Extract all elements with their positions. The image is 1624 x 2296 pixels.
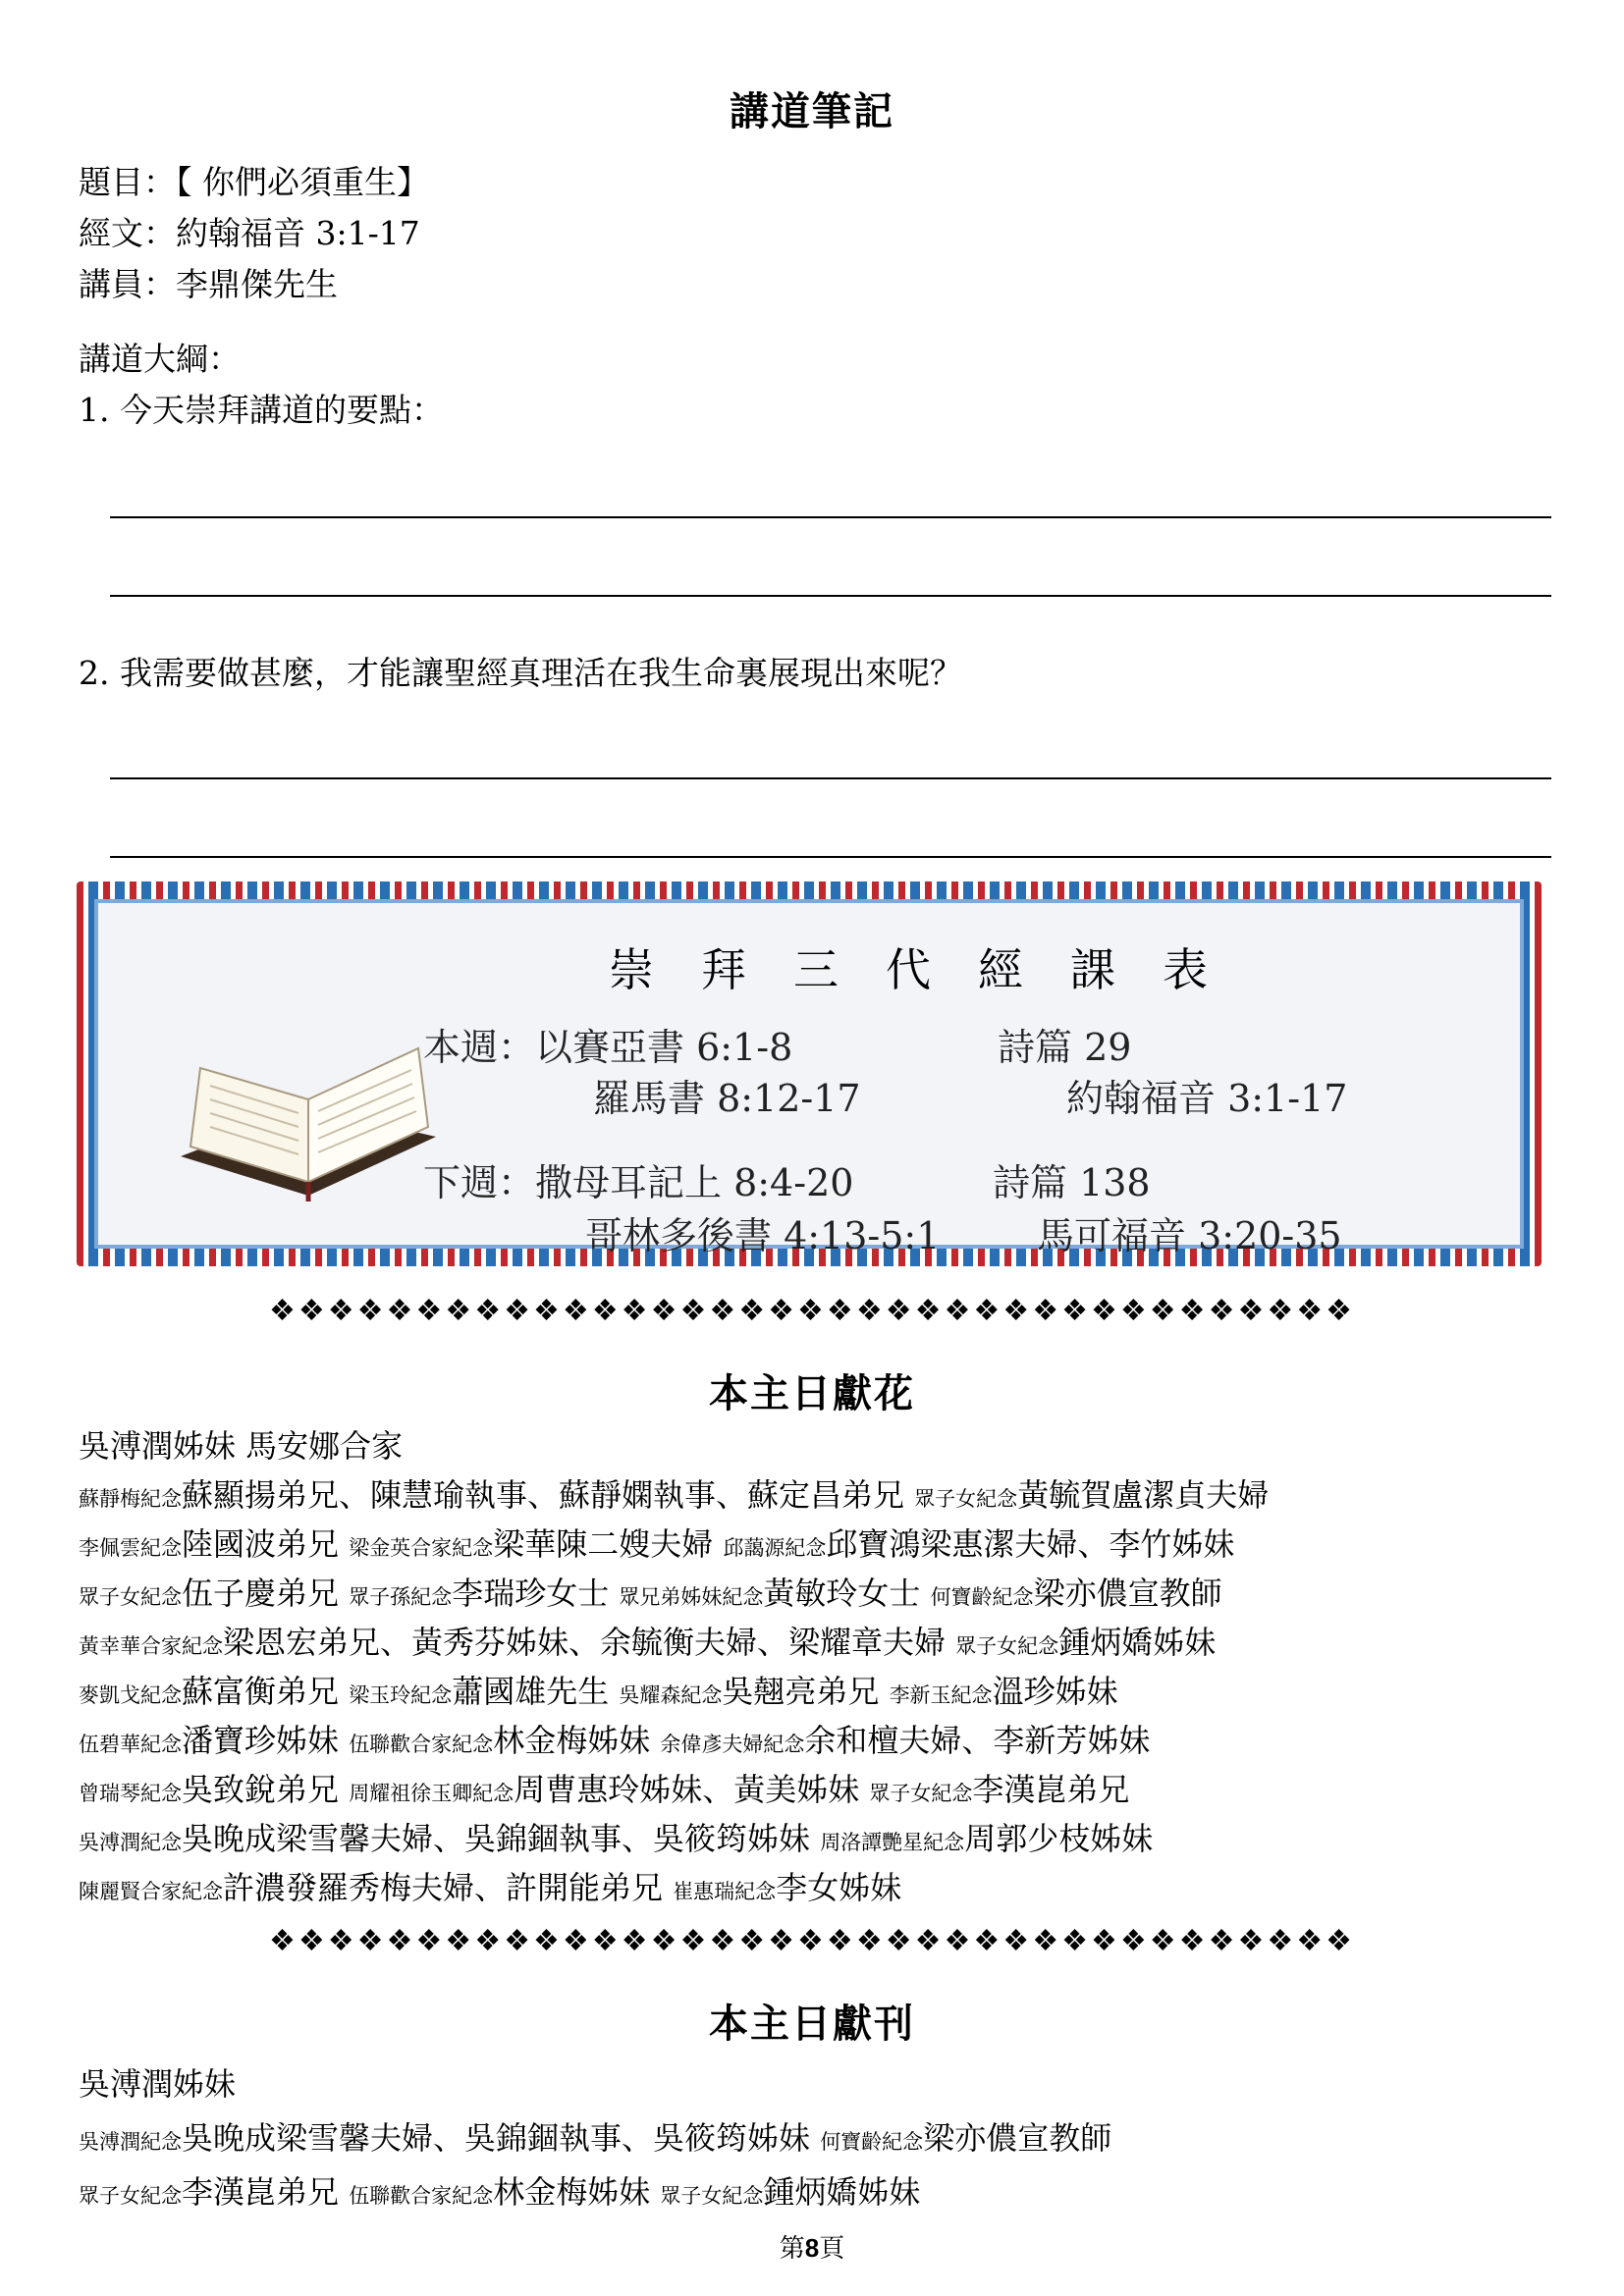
- diamond-divider: ❖❖❖❖❖❖❖❖❖❖❖❖❖❖❖❖❖❖❖❖❖❖❖❖❖❖❖❖❖❖❖❖❖❖❖❖❖: [268, 1924, 1356, 1958]
- page-prefix: 第: [779, 2234, 805, 2264]
- outline-label: 講道大綱：: [79, 340, 241, 378]
- donor-names: 吳翹亮弟兄: [722, 1673, 890, 1710]
- publication-heading: 本主日獻刊: [709, 2001, 915, 2047]
- page-title: 講道筆記: [730, 88, 894, 134]
- donor-names: 林金梅姊妹: [493, 2173, 661, 2211]
- donor-names: 李瑞珍女士: [452, 1575, 620, 1612]
- memorial-note: 眾子女紀念: [914, 1487, 1018, 1511]
- memorial-note: 周耀祖徐玉卿紀念: [349, 1782, 514, 1805]
- flower-donor-row: [79, 1421, 403, 1467]
- memorial-note: 吳溥潤紀念: [79, 2130, 182, 2154]
- publication-donor-row: [79, 2113, 1111, 2159]
- donor-names: 潘寶珍姊妹: [182, 1722, 350, 1759]
- memorial-note: 何寶齡紀念: [820, 2130, 924, 2154]
- memorial-note: 吳耀森紀念: [619, 1683, 723, 1707]
- donor-names: 周郭少枝姊妹: [964, 1820, 1154, 1857]
- flower-donor-row: [79, 1667, 1118, 1712]
- flower-donor-row: [79, 1618, 1216, 1663]
- sermon-topic: 題目：【 你們必須重生】: [79, 163, 429, 201]
- question-1: 1. 今天崇拜講道的要點：: [79, 391, 444, 429]
- memorial-note: 梁玉玲紀念: [349, 1683, 453, 1707]
- donor-names: 鍾炳嬌姊妹: [1058, 1624, 1217, 1661]
- memorial-note: 眾子女紀念: [869, 1782, 973, 1805]
- publication-donor-row: [79, 2059, 236, 2105]
- flower-donor-row: [79, 1520, 1234, 1565]
- flowers-heading: 本主日獻花: [709, 1370, 915, 1416]
- answer-line: [110, 595, 1551, 597]
- memorial-note: 何寶齡紀念: [930, 1585, 1034, 1609]
- donor-names: 蘇顯揚弟兄、陳慧瑜執事、蘇靜嫻執事、蘇定昌弟兄: [182, 1476, 915, 1514]
- donor-names: 梁亦儂宣教師: [1033, 1575, 1222, 1612]
- page-number: [0, 2228, 1624, 2265]
- next-week-psalm: 詩篇 138: [993, 1161, 1151, 1204]
- this-week-ot: 本週：以賽亞書 6:1-8: [423, 1026, 793, 1069]
- schedule-title: 崇拜三代經課表: [609, 943, 1255, 996]
- flower-donor-row: [79, 1814, 1153, 1859]
- question-2: 2. 我需要做甚麼，才能讓聖經真理活在我生命裏展現出來呢？: [79, 654, 962, 692]
- donor-names: 蕭國雄先生: [452, 1673, 620, 1710]
- flower-donor-row: [79, 1569, 1222, 1614]
- this-week-psalm: 詩篇 29: [998, 1026, 1132, 1069]
- donor-names: 蘇富衡弟兄: [182, 1673, 350, 1710]
- answer-line: [110, 856, 1551, 858]
- open-bible-icon: [161, 1009, 446, 1205]
- memorial-note: 陳麗賢合家紀念: [79, 1880, 223, 1903]
- donor-names: 吳致銳弟兄: [182, 1771, 350, 1808]
- donor-names: 黃敏玲女士: [763, 1575, 931, 1612]
- memorial-note: 眾子孫紀念: [349, 1585, 453, 1609]
- donor-names: 吳晚成梁雪馨夫婦、吳錦錮執事、吳筱筠姊妹: [182, 2119, 821, 2157]
- memorial-note: 曾瑞琴紀念: [79, 1782, 182, 1805]
- next-week-gospel: 馬可福音 3:20-35: [1037, 1214, 1342, 1257]
- donor-names: 周曹惠玲姊妹、黃美姊妹: [514, 1771, 870, 1808]
- flower-donor-row: [79, 1470, 1269, 1516]
- donor-names: 吳溥潤姊妹 馬安娜合家: [79, 1427, 404, 1465]
- donor-names: 余和檀夫婦、李新芳姊妹: [804, 1722, 1151, 1759]
- memorial-note: 伍聯歡合家紀念: [349, 1733, 494, 1756]
- memorial-note: 麥凱戈紀念: [79, 1683, 182, 1707]
- donor-names: 李漢崑弟兄: [972, 1771, 1130, 1808]
- this-week-epistle: 羅馬書 8:12-17: [593, 1077, 861, 1120]
- memorial-note: 周洛譚艷星紀念: [820, 1831, 965, 1854]
- memorial-note: 眾子女紀念: [79, 1585, 182, 1609]
- page-suffix: 頁: [819, 2234, 845, 2264]
- memorial-note: 李佩雲紀念: [79, 1536, 182, 1560]
- donor-names: 梁華陳二嫂夫婦: [493, 1525, 724, 1563]
- diamond-divider: ❖❖❖❖❖❖❖❖❖❖❖❖❖❖❖❖❖❖❖❖❖❖❖❖❖❖❖❖❖❖❖❖❖❖❖❖❖: [268, 1294, 1356, 1328]
- donor-names: 吳晚成梁雪馨夫婦、吳錦錮執事、吳筱筠姊妹: [182, 1820, 821, 1857]
- memorial-note: 梁金英合家紀念: [349, 1536, 494, 1560]
- memorial-note: 眾子女紀念: [79, 2184, 182, 2208]
- donor-names: 梁恩宏弟兄、黃秀芬姊妹、余毓衡夫婦、梁耀章夫婦: [223, 1624, 956, 1661]
- sermon-scripture: 經文：約翰福音 3:1-17: [79, 214, 420, 252]
- answer-line: [110, 777, 1551, 779]
- publication-donor-row: [79, 2167, 920, 2213]
- memorial-note: 伍聯歡合家紀念: [349, 2184, 494, 2208]
- flower-donor-row: [79, 1863, 901, 1908]
- donor-names: 許濃發羅秀梅夫婦、許開能弟兄: [223, 1869, 674, 1906]
- donor-names: 伍子慶弟兄: [182, 1575, 350, 1612]
- memorial-note: 崔惠瑞紀念: [673, 1880, 777, 1903]
- donor-names: 梁亦儂宣教師: [923, 2119, 1112, 2157]
- memorial-note: 吳溥潤紀念: [79, 1831, 182, 1854]
- answer-line: [110, 516, 1551, 518]
- donor-names: 鍾炳嬌姊妹: [763, 2173, 921, 2211]
- donor-names: 林金梅姊妹: [493, 1722, 661, 1759]
- memorial-note: 伍碧華紀念: [79, 1733, 182, 1756]
- this-week-gospel: 約翰福音 3:1-17: [1066, 1077, 1348, 1120]
- donor-names: 陸國波弟兄: [182, 1525, 350, 1563]
- memorial-note: 黃幸華合家紀念: [79, 1634, 223, 1658]
- flower-donor-row: [79, 1716, 1150, 1761]
- donor-names: 吳溥潤姊妹: [79, 2065, 237, 2103]
- page-number-value: 8: [804, 2233, 820, 2263]
- donor-names: 溫珍姊妹: [992, 1673, 1118, 1710]
- memorial-note: 眾兄弟姊妹紀念: [619, 1585, 764, 1609]
- sermon-speaker: 講員：李鼎傑先生: [79, 265, 338, 303]
- memorial-note: 李新玉紀念: [889, 1683, 993, 1707]
- lectionary-schedule-box: [77, 881, 1542, 1266]
- donor-names: 邱寶鴻梁惠潔夫婦、李竹姊妹: [826, 1525, 1235, 1563]
- donor-names: 李女姊妹: [776, 1869, 902, 1906]
- next-week-epistle: 哥林多後書 4:13-5:1: [585, 1214, 941, 1257]
- memorial-note: 蘇靜梅紀念: [79, 1487, 182, 1511]
- memorial-note: 眾子女紀念: [660, 2184, 764, 2208]
- flower-donor-row: [79, 1765, 1129, 1810]
- memorial-note: 眾子女紀念: [955, 1634, 1059, 1658]
- donor-names: 黃毓賀盧潔貞夫婦: [1017, 1476, 1270, 1514]
- memorial-note: 余偉彥夫婦紀念: [660, 1733, 805, 1756]
- donor-names: 李漢崑弟兄: [182, 2173, 350, 2211]
- next-week-ot: 下週：撒母耳記上 8:4-20: [423, 1161, 854, 1204]
- memorial-note: 邱藹源紀念: [723, 1536, 827, 1560]
